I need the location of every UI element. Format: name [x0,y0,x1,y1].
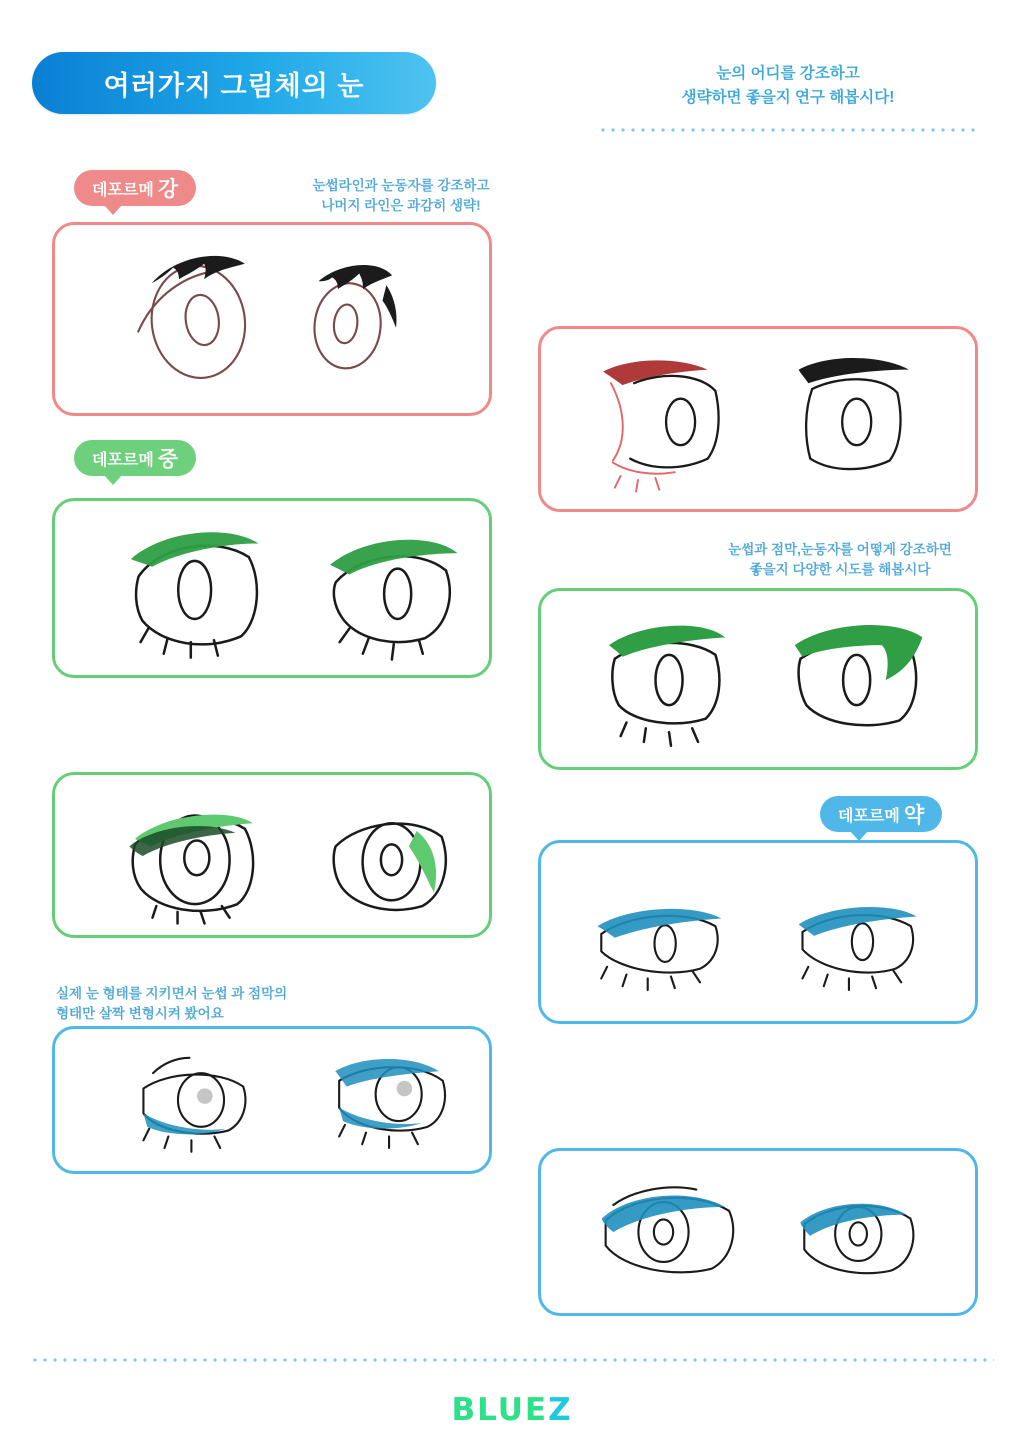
panel-weak-left [52,1026,492,1174]
caption-weak-line-2: 형태만 살짝 변형시켜 봤어요 [56,1006,224,1022]
tag-deforme-medium [74,440,196,476]
caption-strong [262,176,540,217]
page-title [32,52,436,114]
tag-prefix-weak: 데포르메 [838,807,900,825]
panel-medium-left-1 [52,498,492,678]
caption-strong-line-1: 눈썹라인과 눈동자를 강조하고 [312,178,490,193]
footer-logo-accent: Z [548,1392,573,1428]
caption-weak-line-1: 실제 눈 형태를 지키면서 눈썹 과 점막의 [56,986,288,1001]
eye-pair-drawing-weak-right-2 [541,1151,975,1313]
panel-weak-right-2 [538,1148,978,1316]
footer-logo [0,1392,1024,1428]
page-title-text: 여러가지 그림체의 눈 [103,70,365,101]
intro-line-2: 생략하면 좋을지 연구 해봅시다! [681,89,895,107]
eye-pair-drawing-medium-right [541,591,975,767]
panel-medium-right [538,588,978,770]
panel-strong-right [538,326,978,512]
intro-line-1: 눈의 어디를 강조하고 [716,65,860,82]
eye-pair-drawing-weak-left [55,1029,489,1171]
caption-weak [56,984,356,1025]
tag-prefix-strong: 데포르메 [92,181,154,199]
caption-medium-line-2: 좋을지 다양한 시도를 해봅시다 [749,562,931,578]
caption-strong-line-2: 나머지 라인은 과감히 생략! [321,198,481,214]
footer-logo-text: BLUE [451,1392,549,1428]
eye-pair-drawing-medium-left-1 [55,501,489,675]
tag-deforme-strong [74,170,196,206]
panel-weak-right-1 [538,840,978,1024]
tag-level-strong: 강 [157,178,179,201]
panel-medium-left-2 [52,772,492,938]
caption-medium-line-1: 눈썹과 점막,눈동자를 어떻게 강조하면 [728,542,952,557]
footer-divider [30,1358,994,1362]
eye-pair-drawing-strong-left [55,225,489,413]
panel-strong-left [52,222,492,416]
intro-text [598,62,978,110]
tag-prefix-medium: 데포르메 [92,451,154,469]
eye-pair-drawing-weak-right-1 [541,843,975,1021]
tag-level-medium: 중 [157,448,179,471]
eye-pair-drawing-strong-right [541,329,975,509]
tag-deforme-weak [820,796,942,832]
eye-pair-drawing-medium-left-2 [55,775,489,935]
tag-level-weak: 약 [903,804,925,827]
intro-divider [598,128,978,132]
caption-medium [690,540,990,581]
